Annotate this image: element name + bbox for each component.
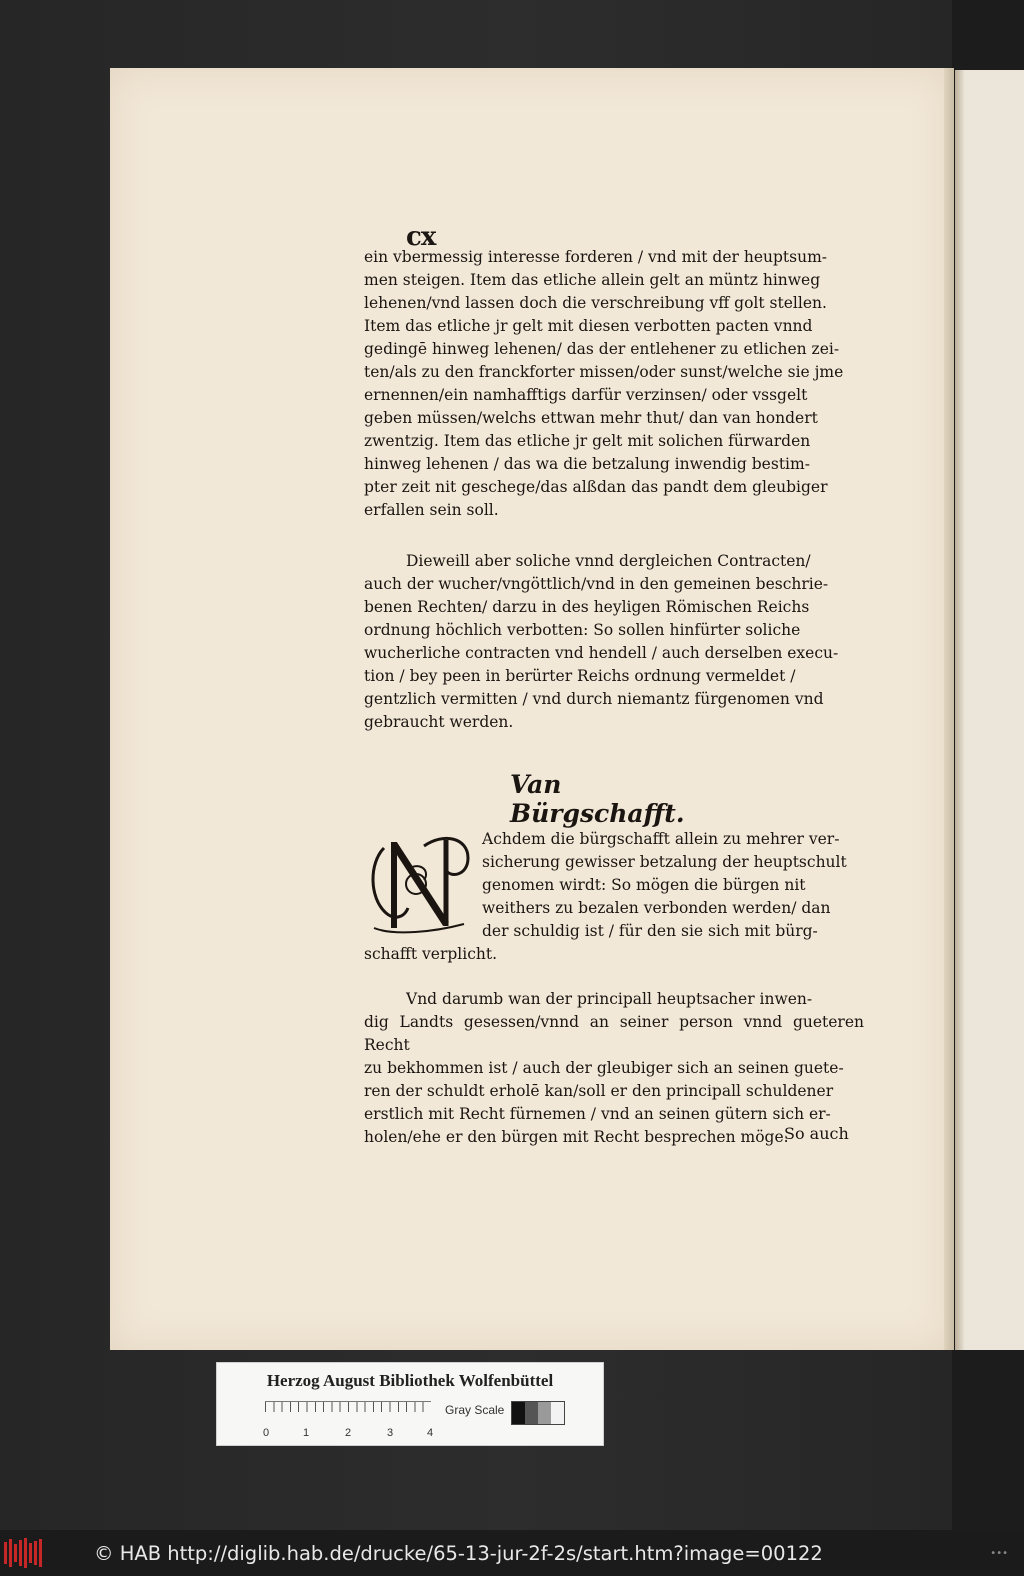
text-line: der schuldig ist / für den sie sich mit bürg-	[482, 922, 818, 940]
catchword: So auch	[784, 1124, 849, 1143]
text-line: Item das etliche jr gelt mit diesen verbotten pacten vnnd	[364, 317, 813, 335]
text-line: Achdem die bürgschafft allein zu mehrer ver-	[482, 830, 840, 848]
gray-swatch	[538, 1402, 551, 1424]
ruler-label: 4	[427, 1427, 434, 1439]
text-line: auch der wucher/vngöttlich/vnd in den gemeinen beschrie-	[364, 575, 829, 593]
text-line: Dieweill aber soliche vnnd dergleichen Contracten/	[406, 552, 811, 570]
copyright-url[interactable]: © HAB http://diglib.hab.de/drucke/65-13-jur-2f-2s/start.htm?image=00122	[94, 1541, 823, 1565]
folio-number: cx	[406, 222, 436, 252]
gray-scale-label: Gray Scale	[445, 1403, 505, 1417]
more-icon[interactable]: •••	[990, 1548, 1008, 1559]
text-line: holen/ehe er den bürgen mit Recht besprechen möge.	[364, 1128, 789, 1146]
paragraph-2	[364, 550, 864, 734]
ruler-label: 1	[303, 1427, 310, 1439]
gray-scale-swatches	[511, 1401, 565, 1425]
text-line: zu bekhommen ist / auch der gleubiger sich an seinen guete-	[364, 1059, 844, 1077]
ruler-label: 2	[345, 1427, 352, 1439]
text-line: pter zeit nit geschege/das alßdan das pandt dem gleubiger	[364, 478, 828, 496]
text-line: zwentzig. Item das etliche jr gelt mit solichen fürwarden	[364, 432, 811, 450]
ruler-label: 3	[387, 1427, 394, 1439]
measurement-ruler	[265, 1401, 431, 1422]
text-line: erfallen sein soll.	[364, 501, 499, 519]
text-line: ein vbermessig interesse forderen / vnd mit der heuptsum-	[364, 248, 828, 266]
section-heading: Van Bürgschafft.	[510, 770, 685, 828]
text-line: genomen wirdt: So mögen die bürgen nit	[482, 876, 806, 894]
text-line: Vnd darumb wan der principall heuptsacher inwen-	[406, 990, 813, 1008]
text-line: gedingē hinweg lehenen/ das der entlehener zu etlichen zei-	[364, 340, 840, 358]
footer-bar	[0, 1530, 1024, 1576]
text-line: schafft verplicht.	[364, 945, 498, 963]
text-line: dig Landts gesessen/vnnd an seiner person vnnd gueteren Recht	[364, 1013, 864, 1054]
gray-swatch	[512, 1402, 525, 1424]
gray-swatch	[551, 1402, 564, 1424]
adjacent-page	[955, 70, 1024, 1350]
text-line: sicherung gewisser betzalung der heuptschult	[482, 853, 847, 871]
text-line: erstlich mit Recht fürnemen / vnd an seinen gütern sich er-	[364, 1105, 831, 1123]
library-name: Herzog August Bibliothek Wolfenbüttel	[266, 1371, 554, 1390]
text-line: ren der schuldt erholē kan/soll er den principall schuldener	[364, 1082, 834, 1100]
paragraph-1	[364, 246, 864, 522]
text-line: lehenen/vnd lassen doch die verschreibung vff golt stellen.	[364, 294, 827, 312]
hab-logo-icon	[4, 1538, 50, 1568]
page-gutter	[944, 68, 954, 1350]
color-reference-card	[216, 1362, 604, 1446]
ruler-label: 0	[263, 1427, 270, 1439]
text-line: ernennen/ein namhafftigs darfür verzinsen/ oder vssgelt	[364, 386, 808, 404]
text-line: tion / bey peen in berürter Reichs ordnung vermeldet /	[364, 667, 796, 685]
text-line: men steigen. Item das etliche allein gelt an müntz hinweg	[364, 271, 821, 289]
text-line: weithers zu bezalen verbonden werden/ dan	[482, 899, 831, 917]
text-line: benen Rechten/ darzu in des heyligen Römischen Reichs	[364, 598, 810, 616]
text-line: hinweg lehenen / das wa die betzalung inwendig bestim-	[364, 455, 810, 473]
text-line: gentzlich vermitten / vnd durch niemantz fürgenomen vnd	[364, 690, 824, 708]
text-line: ordnung höchlich verbotten: So sollen hinfürter soliche	[364, 621, 801, 639]
text-line: geben müssen/welchs ettwan mehr thut/ dan van hondert	[364, 409, 818, 427]
text-line: ten/als zu den franckforter missen/oder sunst/welche sie jme	[364, 363, 844, 381]
text-line: wucherliche contracten vnd hendell / auch derselben execu-	[364, 644, 839, 662]
paragraph-3	[364, 828, 864, 966]
gray-swatch	[525, 1402, 538, 1424]
text-line: gebraucht werden.	[364, 713, 514, 731]
